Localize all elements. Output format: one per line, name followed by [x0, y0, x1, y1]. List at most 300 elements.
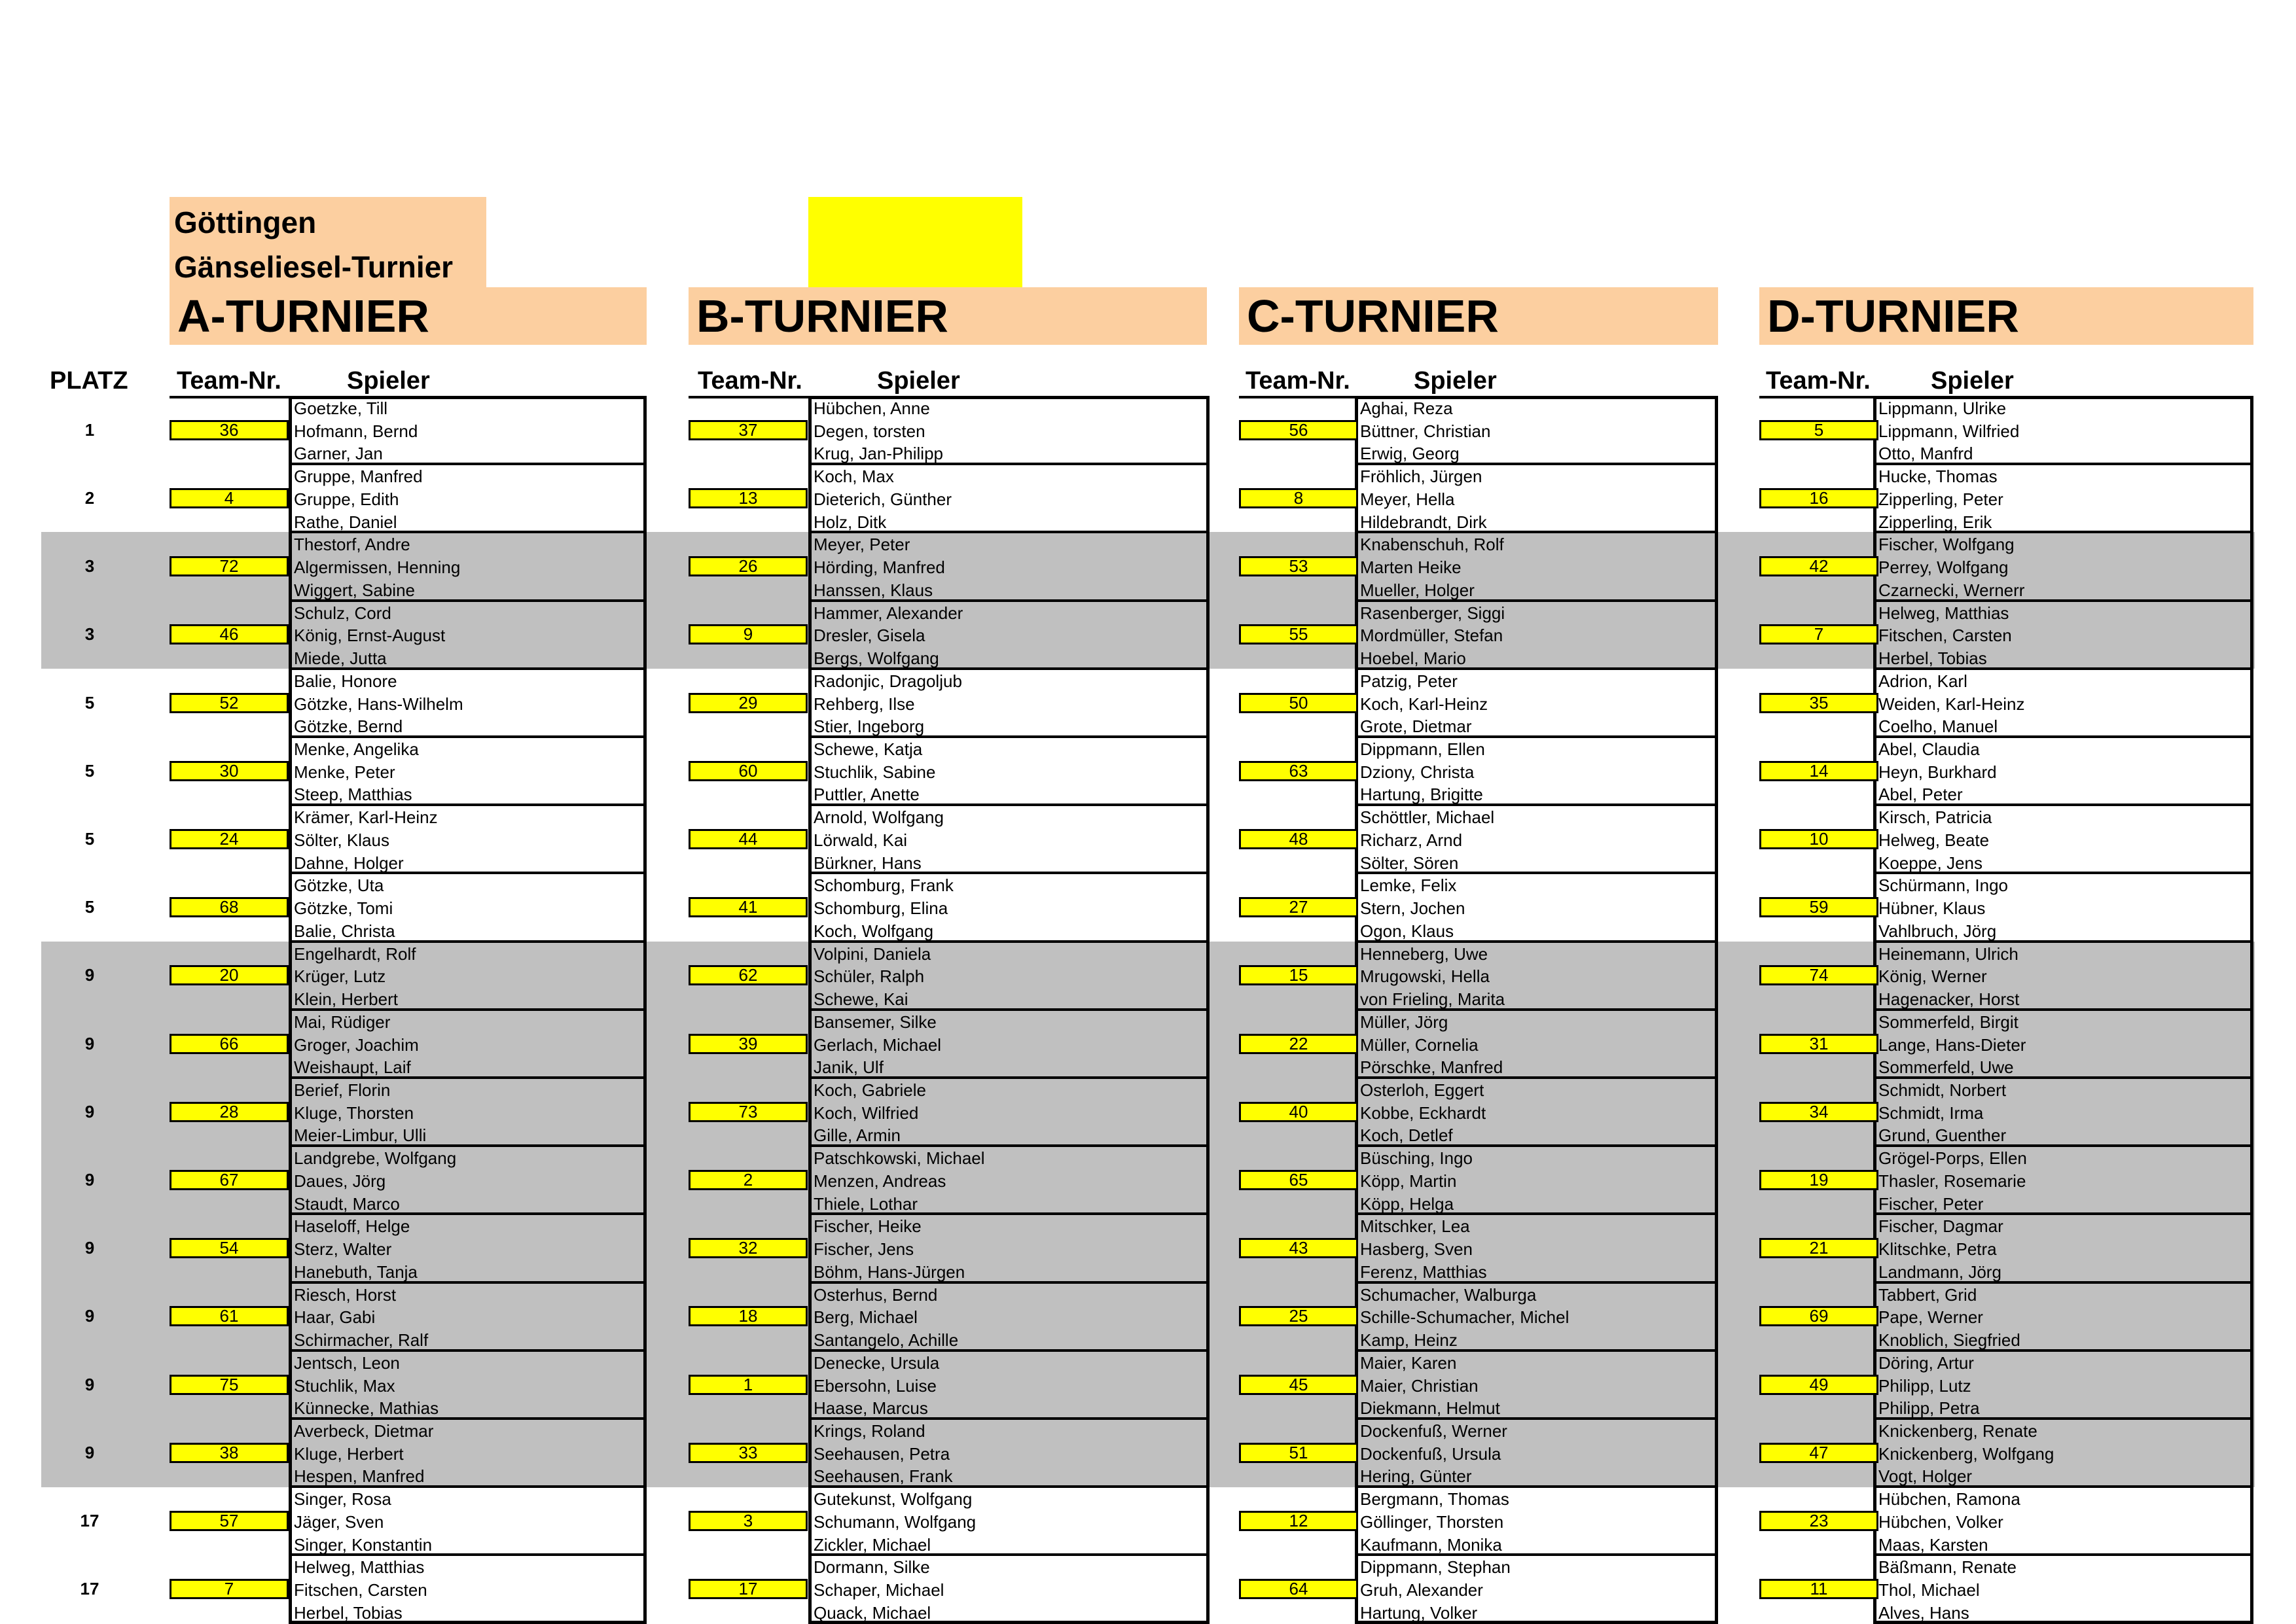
team-number: 66 — [170, 1034, 289, 1054]
player-name: Denecke, Ursula — [814, 1352, 940, 1373]
player-name: Hartung, Brigitte — [1360, 785, 1483, 805]
player-name: Vogt, Holger — [1878, 1466, 1973, 1487]
player-name: Berg, Michael — [814, 1307, 918, 1328]
player-name: Steep, Matthias — [294, 785, 412, 805]
player-name: Fischer, Heike — [814, 1216, 922, 1237]
player-name: Fischer, Peter — [1878, 1193, 1984, 1214]
player-name: Thol, Michael — [1878, 1580, 1980, 1600]
player-name: Balie, Honore — [294, 671, 397, 691]
player-name: Ogon, Klaus — [1360, 921, 1454, 941]
player-name: Landgrebe, Wolfgang — [294, 1148, 457, 1169]
player-name: Kluge, Thorsten — [294, 1103, 414, 1123]
player-name: Perrey, Wolfgang — [1878, 557, 2009, 578]
player-name: Schöttler, Michael — [1360, 807, 1495, 828]
player-name: König, Werner — [1878, 966, 1987, 987]
player-name: Osterhus, Bernd — [814, 1284, 938, 1305]
player-name: Koeppe, Jens — [1878, 853, 1983, 873]
player-name: Knabenschuh, Rolf — [1360, 535, 1504, 555]
team-number: 28 — [170, 1102, 289, 1122]
player-name: Klein, Herbert — [294, 989, 398, 1009]
player-name: Fitschen, Carsten — [294, 1580, 427, 1600]
team-number: 63 — [1239, 761, 1358, 781]
player-name: Zickler, Michael — [814, 1534, 931, 1555]
player-name: Gille, Armin — [814, 1125, 901, 1146]
team-number: 38 — [170, 1443, 289, 1463]
player-name: Koch, Detlef — [1360, 1125, 1453, 1146]
player-name: Schille-Schumacher, Michel — [1360, 1307, 1570, 1328]
player-name: Mai, Rüdiger — [294, 1012, 391, 1032]
tournament-d-title: D-TURNIER — [1767, 291, 2019, 342]
player-name: Santangelo, Achille — [814, 1330, 959, 1350]
player-name: Schmidt, Irma — [1878, 1103, 1984, 1123]
player-name: Seehausen, Petra — [814, 1443, 950, 1464]
player-name: Hanssen, Klaus — [814, 580, 933, 600]
player-name: Richarz, Arnd — [1360, 830, 1463, 850]
player-name: Grögel-Porps, Ellen — [1878, 1148, 2027, 1169]
player-name: Sterz, Walter — [294, 1239, 392, 1260]
platz-value: 1 — [84, 419, 95, 440]
column-header-spieler: Spieler — [877, 367, 960, 395]
player-name: Hammer, Alexander — [814, 603, 963, 623]
team-number: 18 — [689, 1306, 808, 1326]
player-name: Hübchen, Volker — [1878, 1511, 2003, 1532]
player-name: Hofmann, Bernd — [294, 421, 418, 441]
player-name: Balie, Christa — [294, 921, 395, 941]
player-name: Patschkowski, Michael — [814, 1148, 985, 1169]
player-name: Adrion, Karl — [1878, 671, 1967, 691]
player-name: Diekmann, Helmut — [1360, 1398, 1500, 1419]
team-number: 8 — [1239, 488, 1358, 508]
player-name: Goetzke, Till — [294, 398, 388, 418]
player-name: Thestorf, Andre — [294, 535, 410, 555]
player-name: Bergs, Wolfgang — [814, 648, 939, 668]
player-name: Kirsch, Patricia — [1878, 807, 1992, 828]
team-number: 7 — [1759, 624, 1878, 644]
player-name: Aghai, Reza — [1360, 398, 1453, 418]
team-number: 5 — [1759, 420, 1878, 440]
team-number: 67 — [170, 1170, 289, 1190]
player-name: Osterloh, Eggert — [1360, 1080, 1484, 1100]
player-name: Meyer, Peter — [814, 535, 910, 555]
player-name: Radonjic, Dragoljub — [814, 671, 962, 691]
team-number: 22 — [1239, 1034, 1358, 1054]
platz-value: 9 — [84, 1374, 95, 1394]
player-name: Ebersohn, Luise — [814, 1375, 937, 1396]
player-name: Schewe, Katja — [814, 739, 923, 759]
team-number: 24 — [170, 829, 289, 849]
player-name: Hübner, Klaus — [1878, 898, 1986, 919]
player-name: Menke, Angelika — [294, 739, 419, 759]
team-number: 56 — [1239, 420, 1358, 440]
player-name: Dahne, Holger — [294, 853, 404, 873]
platz-value: 9 — [84, 1306, 95, 1326]
player-name: Hörding, Manfred — [814, 557, 945, 578]
player-name: Bergmann, Thomas — [1360, 1489, 1509, 1509]
player-name: Helweg, Matthias — [1878, 603, 2009, 623]
player-name: Arnold, Wolfgang — [814, 807, 944, 828]
player-name: Köpp, Helga — [1360, 1193, 1454, 1214]
column-header-spieler: Spieler — [1931, 367, 2014, 395]
team-number: 36 — [170, 420, 289, 440]
team-number: 42 — [1759, 556, 1878, 576]
platz-value: 9 — [84, 1033, 95, 1053]
player-name: Hasberg, Sven — [1360, 1239, 1473, 1260]
team-number: 30 — [170, 761, 289, 781]
team-number: 4 — [170, 488, 289, 508]
column-header-team: Team-Nr. — [698, 367, 802, 395]
team-number: 26 — [689, 556, 808, 576]
player-name: Kobbe, Eckhardt — [1360, 1103, 1486, 1123]
player-name: Mitschker, Lea — [1360, 1216, 1470, 1237]
player-name: Degen, torsten — [814, 421, 925, 441]
platz-value: 5 — [84, 897, 95, 917]
player-name: Fröhlich, Jürgen — [1360, 467, 1482, 487]
team-number: 34 — [1759, 1102, 1878, 1122]
player-name: Böhm, Hans-Jürgen — [814, 1262, 965, 1282]
player-name: Schulz, Cord — [294, 603, 391, 623]
platz-value: 9 — [84, 1169, 95, 1190]
player-name: Menke, Peter — [294, 762, 395, 782]
player-name: Sölter, Sören — [1360, 853, 1459, 873]
team-number: 1 — [689, 1375, 808, 1395]
player-name: Hildebrandt, Dirk — [1360, 512, 1487, 532]
player-name: Alves, Hans — [1878, 1602, 1969, 1623]
platz-value: 17 — [80, 1579, 99, 1599]
player-name: Janik, Ulf — [814, 1057, 884, 1078]
column-header-team: Team-Nr. — [177, 367, 281, 395]
platz-value: 5 — [84, 828, 95, 849]
player-name: Fischer, Wolfgang — [1878, 535, 2015, 555]
team-number: 47 — [1759, 1443, 1878, 1463]
platz-value: 9 — [84, 1101, 95, 1121]
team-number: 15 — [1239, 965, 1358, 985]
player-name: Zipperling, Peter — [1878, 489, 2003, 509]
team-number: 52 — [170, 693, 289, 713]
team-number: 11 — [1759, 1579, 1878, 1599]
team-number: 73 — [689, 1102, 808, 1122]
player-name: Philipp, Lutz — [1878, 1375, 1971, 1396]
team-number: 74 — [1759, 965, 1878, 985]
player-name: Koch, Wolfgang — [814, 921, 934, 941]
team-number: 49 — [1759, 1375, 1878, 1395]
player-name: Hespen, Manfred — [294, 1466, 425, 1487]
player-name: Krings, Roland — [814, 1421, 925, 1441]
player-name: Götzke, Uta — [294, 875, 384, 896]
platz-value: 3 — [84, 624, 95, 644]
player-name: Hoebel, Mario — [1360, 648, 1466, 668]
player-name: Koch, Karl-Heinz — [1360, 694, 1488, 714]
player-name: Gutekunst, Wolfgang — [814, 1489, 973, 1509]
player-name: Holz, Ditk — [814, 512, 887, 532]
team-number: 75 — [170, 1375, 289, 1395]
team-number: 39 — [689, 1034, 808, 1054]
player-name: Lippmann, Wilfried — [1878, 421, 2020, 441]
team-number: 32 — [689, 1238, 808, 1258]
player-name: Haseloff, Helge — [294, 1216, 410, 1237]
player-name: Lörwald, Kai — [814, 830, 908, 850]
player-name: Menzen, Andreas — [814, 1171, 946, 1191]
player-name: Mrugowski, Hella — [1360, 966, 1490, 987]
team-number: 12 — [1239, 1511, 1358, 1531]
player-name: Schürmann, Ingo — [1878, 875, 2009, 896]
player-name: Bansemer, Silke — [814, 1012, 937, 1032]
player-name: Philipp, Petra — [1878, 1398, 1980, 1419]
platz-value: 9 — [84, 965, 95, 985]
player-name: Stuchlik, Sabine — [814, 762, 936, 782]
player-name: Klitschke, Petra — [1878, 1239, 1997, 1260]
player-name: Dippmann, Stephan — [1360, 1557, 1511, 1578]
player-name: Mueller, Holger — [1360, 580, 1475, 600]
team-number: 51 — [1239, 1443, 1358, 1463]
player-name: Dieterich, Günther — [814, 489, 952, 509]
team-number: 43 — [1239, 1238, 1358, 1258]
player-name: Götzke, Tomi — [294, 898, 393, 919]
player-name: Künnecke, Mathias — [294, 1398, 439, 1419]
team-number: 48 — [1239, 829, 1358, 849]
player-name: Fischer, Dagmar — [1878, 1216, 2003, 1237]
player-name: Henneberg, Uwe — [1360, 944, 1488, 964]
player-name: Haar, Gabi — [294, 1307, 376, 1328]
team-number: 27 — [1239, 897, 1358, 917]
player-name: Müller, Jörg — [1360, 1012, 1448, 1032]
player-name: Ferenz, Matthias — [1360, 1262, 1487, 1282]
player-name: Dockenfuß, Ursula — [1360, 1443, 1501, 1464]
team-number: 64 — [1239, 1579, 1358, 1599]
platz-value: 2 — [84, 487, 95, 508]
team-number: 45 — [1239, 1375, 1358, 1395]
player-name: Grund, Guenther — [1878, 1125, 2007, 1146]
player-name: Algermissen, Henning — [294, 557, 461, 578]
player-name: Gerlach, Michael — [814, 1034, 942, 1055]
player-name: Dormann, Silke — [814, 1557, 930, 1578]
player-name: Pörschke, Manfred — [1360, 1057, 1503, 1078]
player-name: Knickenberg, Renate — [1878, 1421, 2037, 1441]
player-name: Berief, Florin — [294, 1080, 391, 1100]
player-name: Averbeck, Dietmar — [294, 1421, 434, 1441]
platz-value: 5 — [84, 760, 95, 781]
column-header-team: Team-Nr. — [1246, 367, 1350, 395]
team-number: 46 — [170, 624, 289, 644]
player-name: Otto, Manfrd — [1878, 444, 1973, 464]
player-name: Vahlbruch, Jörg — [1878, 921, 1997, 941]
player-name: Meier-Limbur, Ulli — [294, 1125, 427, 1146]
team-number: 17 — [689, 1579, 808, 1599]
team-number: 55 — [1239, 624, 1358, 644]
player-name: Haase, Marcus — [814, 1398, 928, 1419]
team-number: 23 — [1759, 1511, 1878, 1531]
team-number: 3 — [689, 1511, 808, 1531]
team-number: 60 — [689, 761, 808, 781]
player-name: Maas, Karsten — [1878, 1534, 1988, 1555]
player-name: Maier, Christian — [1360, 1375, 1479, 1396]
player-name: Thasler, Rosemarie — [1878, 1171, 2026, 1191]
team-number: 62 — [689, 965, 808, 985]
player-name: Hering, Günter — [1360, 1466, 1472, 1487]
player-name: Schumann, Wolfgang — [814, 1511, 977, 1532]
highlight-box — [808, 197, 1022, 288]
player-name: Knoblich, Siegfried — [1878, 1330, 2020, 1350]
player-name: Quack, Michael — [814, 1602, 931, 1623]
player-name: Schumacher, Walburga — [1360, 1284, 1537, 1305]
player-name: Schewe, Kai — [814, 989, 908, 1009]
player-name: Fitschen, Carsten — [1878, 626, 2012, 646]
player-name: Stern, Jochen — [1360, 898, 1465, 919]
player-name: Kaufmann, Monika — [1360, 1534, 1502, 1555]
player-name: Riesch, Horst — [294, 1284, 397, 1305]
player-name: Stuchlik, Max — [294, 1375, 395, 1396]
player-name: Maier, Karen — [1360, 1352, 1457, 1373]
player-name: Dippmann, Ellen — [1360, 739, 1485, 759]
platz-value: 9 — [84, 1238, 95, 1258]
player-name: Zipperling, Erik — [1878, 512, 1992, 532]
player-name: Schaper, Michael — [814, 1580, 944, 1600]
player-name: Staudt, Marco — [294, 1193, 400, 1214]
player-name: Rathe, Daniel — [294, 512, 397, 532]
player-name: Heyn, Burkhard — [1878, 762, 1997, 782]
column-header-platz: PLATZ — [50, 367, 128, 395]
player-name: Herbel, Tobias — [294, 1602, 403, 1623]
player-name: Gruh, Alexander — [1360, 1580, 1483, 1600]
player-name: Sommerfeld, Uwe — [1878, 1057, 2014, 1078]
team-number: 41 — [689, 897, 808, 917]
player-name: Miede, Jutta — [294, 648, 387, 668]
column-header-spieler: Spieler — [1414, 367, 1497, 395]
player-name: Garner, Jan — [294, 444, 383, 464]
player-name: von Frieling, Marita — [1360, 989, 1505, 1009]
player-name: Landmann, Jörg — [1878, 1262, 2001, 1282]
player-name: Singer, Rosa — [294, 1489, 391, 1509]
player-name: Weiden, Karl-Heinz — [1878, 694, 2025, 714]
team-number: 57 — [170, 1511, 289, 1531]
team-number: 44 — [689, 829, 808, 849]
team-number: 9 — [689, 624, 808, 644]
player-name: Coelho, Manuel — [1878, 716, 1998, 737]
player-name: Köpp, Martin — [1360, 1171, 1457, 1191]
team-number: 19 — [1759, 1170, 1878, 1190]
team-number: 33 — [689, 1443, 808, 1463]
player-name: Lippmann, Ulrike — [1878, 398, 2007, 418]
player-name: Schmidt, Norbert — [1878, 1080, 2007, 1100]
player-name: Büttner, Christian — [1360, 421, 1491, 441]
player-name: Hucke, Thomas — [1878, 467, 1998, 487]
player-name: Wiggert, Sabine — [294, 580, 415, 600]
header-city: Göttingen — [174, 205, 317, 239]
player-name: Schüler, Ralph — [814, 966, 925, 987]
player-name: Abel, Peter — [1878, 785, 1963, 805]
team-number: 31 — [1759, 1034, 1878, 1054]
player-name: Sölter, Klaus — [294, 830, 389, 850]
player-name: Weishaupt, Laif — [294, 1057, 411, 1078]
player-name: Stier, Ingeborg — [814, 716, 925, 737]
player-name: Herbel, Tobias — [1878, 648, 1987, 668]
player-name: Marten Heike — [1360, 557, 1462, 578]
player-name: Volpini, Daniela — [814, 944, 931, 964]
team-number: 35 — [1759, 693, 1878, 713]
tournament-c-title: C-TURNIER — [1247, 291, 1499, 342]
player-name: Bäßmann, Renate — [1878, 1557, 2017, 1578]
platz-value: 3 — [84, 556, 95, 576]
player-name: Erwig, Georg — [1360, 444, 1460, 464]
team-number: 69 — [1759, 1306, 1878, 1326]
platz-value: 9 — [84, 1442, 95, 1462]
team-number: 50 — [1239, 693, 1358, 713]
player-name: Hagenacker, Horst — [1878, 989, 2020, 1009]
team-number: 25 — [1239, 1306, 1358, 1326]
team-number: 54 — [170, 1238, 289, 1258]
team-number: 37 — [689, 420, 808, 440]
team-number: 20 — [170, 965, 289, 985]
player-name: Pape, Werner — [1878, 1307, 1983, 1328]
player-name: Götzke, Hans-Wilhelm — [294, 694, 463, 714]
player-name: Seehausen, Frank — [814, 1466, 953, 1487]
team-number: 29 — [689, 693, 808, 713]
team-number: 21 — [1759, 1238, 1878, 1258]
player-name: Kamp, Heinz — [1360, 1330, 1458, 1350]
team-number: 53 — [1239, 556, 1358, 576]
player-name: Mordmüller, Stefan — [1360, 626, 1503, 646]
platz-value: 5 — [84, 692, 95, 713]
player-name: Lemke, Felix — [1360, 875, 1457, 896]
player-name: Helweg, Beate — [1878, 830, 1990, 850]
player-name: Götzke, Bernd — [294, 716, 403, 737]
player-name: Müller, Cornelia — [1360, 1034, 1479, 1055]
player-name: Rasenberger, Siggi — [1360, 603, 1505, 623]
player-name: Jentsch, Leon — [294, 1352, 400, 1373]
player-name: Meyer, Hella — [1360, 489, 1455, 509]
player-name: Krug, Jan-Philipp — [814, 444, 943, 464]
team-number: 16 — [1759, 488, 1878, 508]
player-name: Dockenfuß, Werner — [1360, 1421, 1507, 1441]
team-number: 59 — [1759, 897, 1878, 917]
player-name: Dziony, Christa — [1360, 762, 1475, 782]
player-name: Dresler, Gisela — [814, 626, 925, 646]
header-event: Gänseliesel-Turnier — [174, 250, 454, 284]
platz-value: 17 — [80, 1510, 99, 1530]
team-number: 61 — [170, 1306, 289, 1326]
player-name: Schomburg, Frank — [814, 875, 954, 896]
tournament-a-title: A-TURNIER — [177, 291, 429, 342]
player-name: Hübchen, Ramona — [1878, 1489, 2020, 1509]
player-name: Döring, Artur — [1878, 1352, 1974, 1373]
team-number: 14 — [1759, 761, 1878, 781]
column-header-spieler: Spieler — [347, 367, 430, 395]
player-name: Rehberg, Ilse — [814, 694, 915, 714]
player-name: Daues, Jörg — [294, 1171, 386, 1191]
player-name: König, Ernst-August — [294, 626, 446, 646]
player-name: Grote, Dietmar — [1360, 716, 1472, 737]
player-name: Hübchen, Anne — [814, 398, 930, 418]
player-name: Göllinger, Thorsten — [1360, 1511, 1504, 1532]
player-name: Puttler, Anette — [814, 785, 920, 805]
team-number: 7 — [170, 1579, 289, 1599]
team-number: 72 — [170, 556, 289, 576]
player-name: Helweg, Matthias — [294, 1557, 425, 1578]
team-number: 68 — [170, 897, 289, 917]
team-number: 40 — [1239, 1102, 1358, 1122]
team-number: 13 — [689, 488, 808, 508]
player-name: Jäger, Sven — [294, 1511, 384, 1532]
player-name: Engelhardt, Rolf — [294, 944, 416, 964]
team-number: 10 — [1759, 829, 1878, 849]
player-name: Abel, Claudia — [1878, 739, 1980, 759]
player-name: Lange, Hans-Dieter — [1878, 1034, 2026, 1055]
player-name: Krämer, Karl-Heinz — [294, 807, 438, 828]
player-name: Gruppe, Manfred — [294, 467, 423, 487]
player-name: Tabbert, Grid — [1878, 1284, 1977, 1305]
player-name: Heinemann, Ulrich — [1878, 944, 2018, 964]
player-name: Koch, Wilfried — [814, 1103, 919, 1123]
player-name: Schomburg, Elina — [814, 898, 948, 919]
